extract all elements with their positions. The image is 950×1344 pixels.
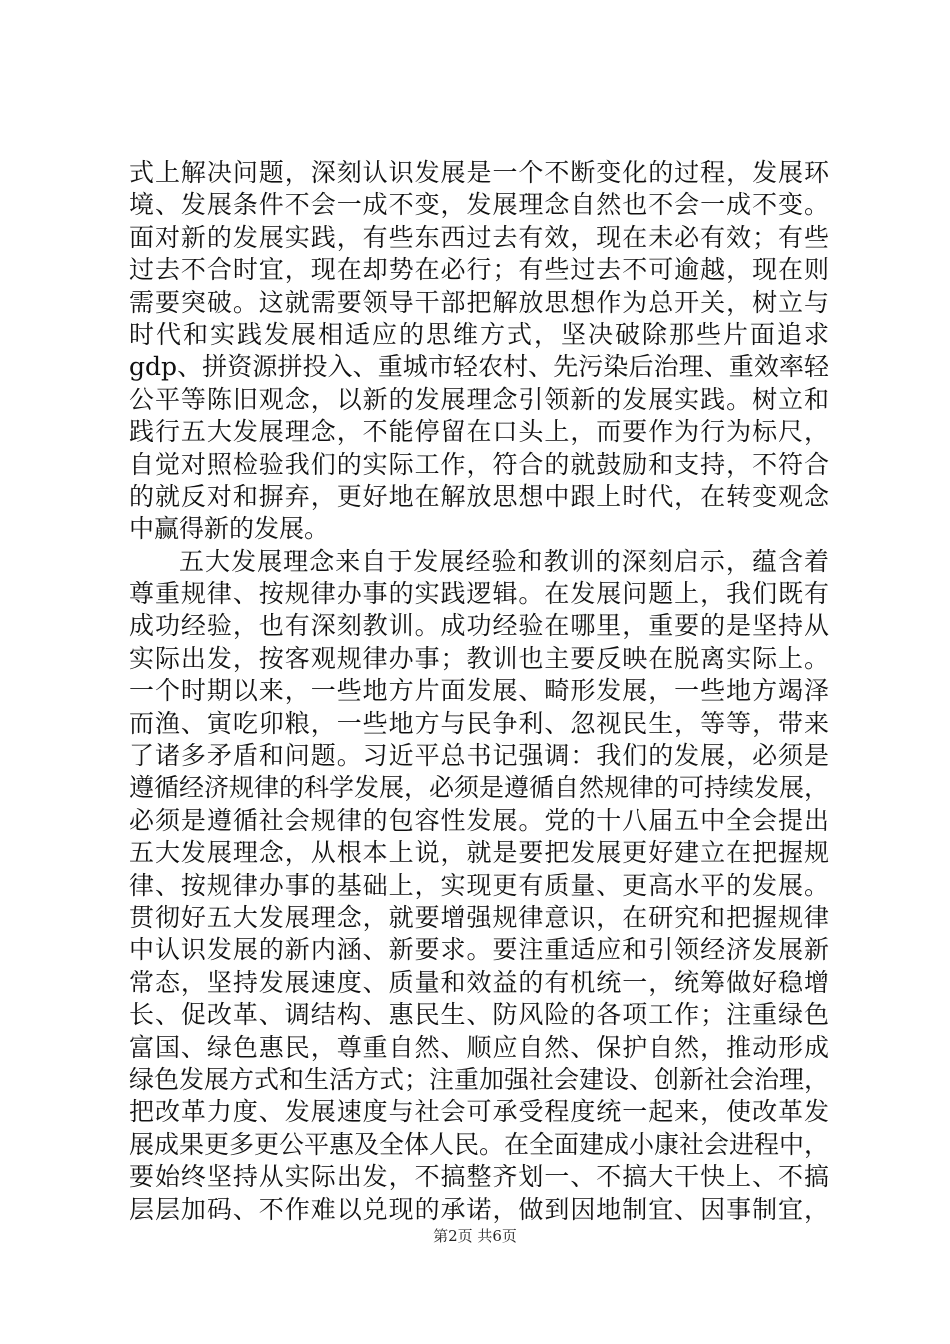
text-line: 境、发展条件不会一成不变，发展理念自然也不会一成不变。 (129, 190, 829, 220)
text-line: 律、按规律办事的基础上，实现更有质量、更高水平的发展。 (129, 870, 829, 900)
text-line: gdp、拼资源拼投入、重城市轻农村、先污染后治理、重效率轻 (129, 352, 829, 382)
text-line: 绿色发展方式和生活方式；注重加强社会建设、创新社会治理， (129, 1064, 830, 1094)
text-line: 遵循经济规律的科学发展，必须是遵循自然规律的可持续发展， (129, 773, 830, 803)
text-line: 中赢得新的发展。 (129, 514, 330, 544)
text-line: 成功经验，也有深刻教训。成功经验在哪里，重要的是坚持从 (129, 611, 829, 641)
text-line: 长、促改革、调结构、惠民生、防风险的各项工作；注重绿色 (129, 1000, 829, 1030)
text-line: 过去不合时宜，现在却势在必行；有些过去不可逾越，现在则 (129, 255, 829, 285)
text-line: 实际出发，按客观规律办事；教训也主要反映在脱离实际上。 (129, 643, 829, 673)
text-line: 一个时期以来，一些地方片面发展、畸形发展，一些地方竭泽 (129, 676, 829, 706)
text-line: 要始终坚持从实际出发，不搞整齐划一、不搞大干快上、不搞 (129, 1162, 829, 1192)
text-line: 中认识发展的新内涵、新要求。要注重适应和引领经济发展新 (129, 935, 829, 965)
text-line: 必须是遵循社会规律的包容性发展。党的十八届五中全会提出 (129, 805, 829, 835)
text-line: 了诸多矛盾和问题。习近平总书记强调：我们的发展，必须是 (129, 741, 829, 771)
text-line: 面对新的发展实践，有些东西过去有效，现在未必有效；有些 (129, 222, 829, 252)
text-line: 践行五大发展理念，不能停留在口头上，而要作为行为标尺， (129, 417, 829, 447)
text-line: 式上解决问题，深刻认识发展是一个不断变化的过程，发展环 (129, 158, 829, 187)
text-line: 时代和实践发展相适应的思维方式，坚决破除那些片面追求 (129, 319, 829, 349)
text-line: 把改革力度、发展速度与社会可承受程度统一起来，使改革发 (129, 1097, 829, 1127)
text-line: 展成果更多更公平惠及全体人民。在全面建成小康社会进程中， (129, 1129, 830, 1159)
page-number-footer: 第2页 共6页 (433, 1227, 517, 1245)
text-line: 尊重规律、按规律办事的实践逻辑。在发展问题上，我们既有 (129, 579, 829, 609)
text-line: 的就反对和摒弃，更好地在解放思想中跟上时代，在转变观念 (129, 481, 829, 511)
text-line: 常态，坚持发展速度、质量和效益的有机统一，统筹做好稳增 (129, 967, 829, 997)
text-line: 层层加码、不作难以兑现的承诺，做到因地制宜、因事制宜， (129, 1194, 829, 1224)
text-line: 富国、绿色惠民，尊重自然、顺应自然、保护自然，推动形成 (129, 1032, 829, 1062)
body-text (129, 157, 829, 1226)
text-line: 而渔、寅吃卯粮，一些地方与民争利、忽视民生，等等，带来 (129, 708, 829, 738)
text-line: 需要突破。这就需要领导干部把解放思想作为总开关，树立与 (129, 287, 829, 317)
text-line: 贯彻好五大发展理念，就要增强规律意识，在研究和把握规律 (129, 902, 829, 932)
paragraph-first-line: 五大发展理念来自于发展经验和教训的深刻启示，蕴含着 (179, 546, 829, 576)
text-line: 公平等陈旧观念，以新的发展理念引领新的发展实践。树立和 (129, 384, 829, 414)
text-line: 自觉对照检验我们的实际工作，符合的就鼓励和支持，不符合 (129, 449, 829, 479)
text-line: 五大发展理念，从根本上说，就是要把发展更好建立在把握规 (129, 838, 829, 868)
